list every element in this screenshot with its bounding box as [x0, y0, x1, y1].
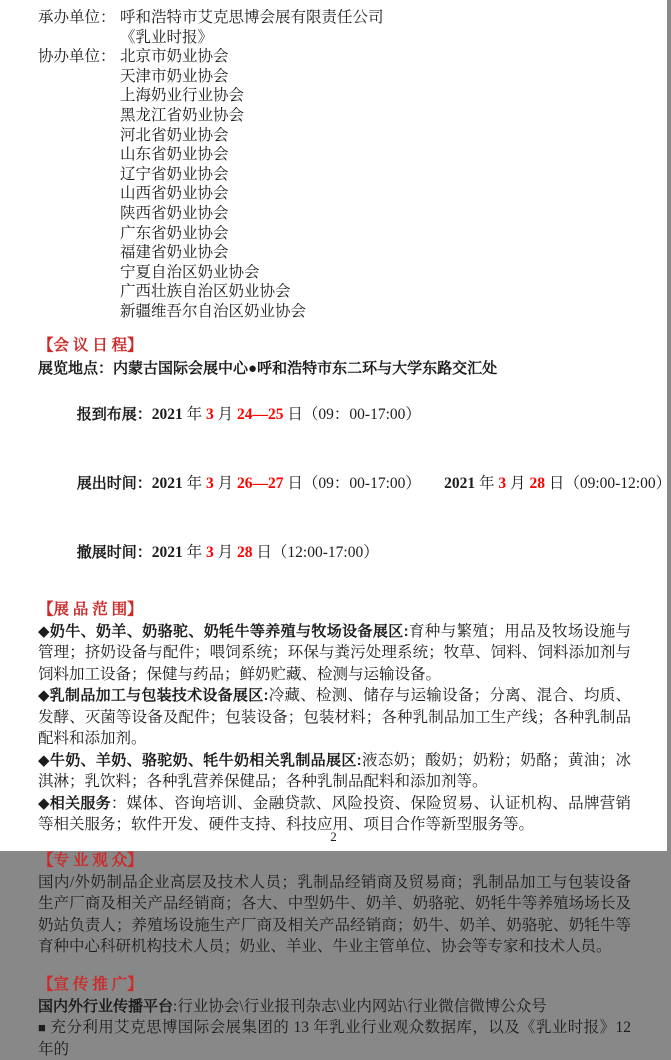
co-organizer-value: 广东省奶业协会 — [120, 224, 631, 244]
venue-line — [38, 357, 631, 380]
square-bullet-icon: ■ — [38, 1020, 46, 1035]
schedule-segment: 2021 — [152, 475, 183, 492]
schedule-segment: 月 — [214, 544, 237, 561]
exhibit-item — [38, 750, 631, 793]
audience-text: 国内/外奶制品企业高层及技术人员；乳制品经销商及贸易商；乳制品加工与包装设备生产厂商及相关产品经销商；各大、中型奶牛、奶羊、奶骆驼、奶牦牛等养殖场场长及奶站负责人；养殖场设施生产厂商及相关产品经销商；奶牛、奶羊、奶骆驼、奶牦牛等育种中心科研机构技术人员；奶业、羊业、牛业主管单位、协会等专家和技术人员。 — [38, 872, 631, 958]
promotion-platform-label: 国内外行业传播平台 — [38, 998, 173, 1015]
co-organizer-value: 天津市奶业协会 — [120, 67, 631, 87]
schedule-segment: 月 — [214, 406, 237, 423]
schedule-segment: 3 — [498, 475, 506, 492]
exhibit-item-lead: ◆奶牛、奶羊、奶骆驼、奶牦牛等养殖与牧场设备展区: — [38, 623, 409, 640]
schedule-row-label: 展出时间： — [77, 475, 152, 492]
schedule-segment: 3 — [206, 406, 214, 423]
exhibit-item-lead: ◆牛奶、羊奶、骆驼奶、牦牛奶相关乳制品展区: — [38, 752, 362, 769]
co-organizer-value: 宁夏自治区奶业协会 — [120, 263, 631, 283]
page-number: 2 — [0, 829, 667, 845]
schedule-segment: 3 — [206, 544, 214, 561]
promotion-bullet-line — [38, 1017, 631, 1060]
host-organizer-values — [120, 8, 631, 47]
section-exhibits — [38, 599, 631, 836]
organizers-block — [38, 8, 631, 322]
schedule-segment: 24—25 — [237, 406, 284, 423]
section-schedule — [38, 335, 631, 587]
schedule-row-value — [152, 544, 379, 561]
exhibit-item-text: 液态奶；酸奶；奶粉；奶酪；黄油；冰淇淋；乳饮料；各种乳营养保健品；各种乳制品配料和添加剂等。 — [38, 752, 631, 791]
exhibit-item — [38, 685, 631, 750]
schedule-segment — [413, 475, 444, 492]
co-organizer-value: 福建省奶业协会 — [120, 243, 631, 263]
promotion-bullet-text: 充分利用艾克思博国际会展集团的 13 年乳业行业观众数据库，以及《乳业时报》12 年的 — [38, 1019, 631, 1058]
co-organizer-value: 北京市奶业协会 — [120, 47, 631, 67]
schedule-segment: 日（12:00-17:00） — [253, 544, 379, 561]
schedule-rows — [38, 380, 631, 587]
exhibit-item-text: ：媒体、咨询培训、金融贷款、风险投资、保险贸易、认证机构、品牌营销等相关服务；软件开发、硬件支持、科技应用、项目合作等新型服务等。 — [38, 795, 631, 834]
co-organizer-value: 陕西省奶业协会 — [120, 204, 631, 224]
schedule-segment: 28 — [237, 544, 253, 561]
host-organizer-row — [38, 8, 631, 47]
schedule-row — [38, 518, 631, 587]
promotion-platform-line — [38, 996, 631, 1018]
section-audience — [38, 850, 631, 958]
schedule-segment: 年 — [183, 406, 206, 423]
schedule-segment: 2021 — [444, 475, 475, 492]
schedule-segment: 28 — [529, 475, 545, 492]
exhibit-item-lead: ◆乳制品加工与包装技术设备展区: — [38, 687, 268, 704]
host-organizer-label: 承办单位： — [38, 8, 120, 28]
co-organizer-value: 山西省奶业协会 — [120, 184, 631, 204]
schedule-segment: 月 — [506, 475, 529, 492]
exhibit-item — [38, 621, 631, 686]
section-promotion — [38, 974, 631, 1060]
schedule-row-value — [152, 475, 671, 492]
co-organizer-value: 上海奶业行业协会 — [120, 86, 631, 106]
section-heading-audience: 【专 业 观 众】 — [38, 850, 631, 872]
schedule-segment: 年 — [183, 475, 206, 492]
co-organizer-row — [38, 47, 631, 321]
co-organizer-value: 辽宁省奶业协会 — [120, 165, 631, 185]
co-organizer-label: 协办单位： — [38, 47, 120, 67]
schedule-segment: 日（09：00-17:00） — [284, 406, 421, 423]
venue-value: 内蒙古国际会展中心●呼和浩特市东二环与大学东路交汇处 — [113, 360, 497, 377]
section-heading-promotion: 【宣 传 推 广】 — [38, 974, 631, 996]
section-heading-exhibits: 【展 品 范 围】 — [38, 599, 631, 621]
schedule-segment: 日（09:00-12:00） — [545, 475, 671, 492]
schedule-segment: 年 — [475, 475, 498, 492]
schedule-row — [38, 380, 631, 449]
schedule-row-label: 报到布展： — [77, 406, 152, 423]
schedule-segment: 2021 — [152, 544, 183, 561]
co-organizer-value: 黑龙江省奶业协会 — [120, 106, 631, 126]
co-organizer-value: 河北省奶业协会 — [120, 126, 631, 146]
exhibit-item-lead: ◆相关服务 — [38, 795, 111, 812]
promotion-platform-value: :行业协会\行业报刊杂志\业内网站\行业微信微博公众号 — [173, 998, 547, 1015]
schedule-segment: 日（09：00-17:00） — [284, 475, 414, 492]
schedule-segment: 年 — [183, 544, 206, 561]
section-heading-schedule: 【会 议 日 程】 — [38, 335, 631, 357]
host-organizer-value: 《乳业时报》 — [120, 28, 631, 48]
schedule-segment: 2021 — [152, 406, 183, 423]
schedule-row-value — [152, 406, 421, 423]
schedule-segment: 3 — [206, 475, 214, 492]
co-organizer-values — [120, 47, 631, 321]
schedule-row-label: 撤展时间： — [77, 544, 152, 561]
schedule-segment: 月 — [214, 475, 237, 492]
schedule-segment: 26—27 — [237, 475, 284, 492]
host-organizer-value: 呼和浩特市艾克思博会展有限责任公司 — [120, 8, 631, 28]
co-organizer-value: 新疆维吾尔自治区奶业协会 — [120, 302, 631, 322]
exhibit-item-text: 冷藏、检测、储存与运输设备；分离、混合、均质、发酵、灭菌等设备及配件；包装设备；包装材料；各种乳制品加工生产线；各种乳制品配料和添加剂。 — [38, 687, 631, 747]
venue-label: 展览地点： — [38, 360, 113, 377]
co-organizer-value: 广西壮族自治区奶业协会 — [120, 282, 631, 302]
exhibit-items — [38, 621, 631, 836]
schedule-row — [38, 449, 631, 518]
co-organizer-value: 山东省奶业协会 — [120, 145, 631, 165]
exhibit-item-text: 育种与繁殖；用品及牧场设施与管理；挤奶设备与配件；喂饲系统；环保与粪污处理系统；牧草、饲料、饲料添加剂与饲料加工设备；保健与药品；鲜奶贮藏、检测与运输设备。 — [38, 623, 631, 683]
